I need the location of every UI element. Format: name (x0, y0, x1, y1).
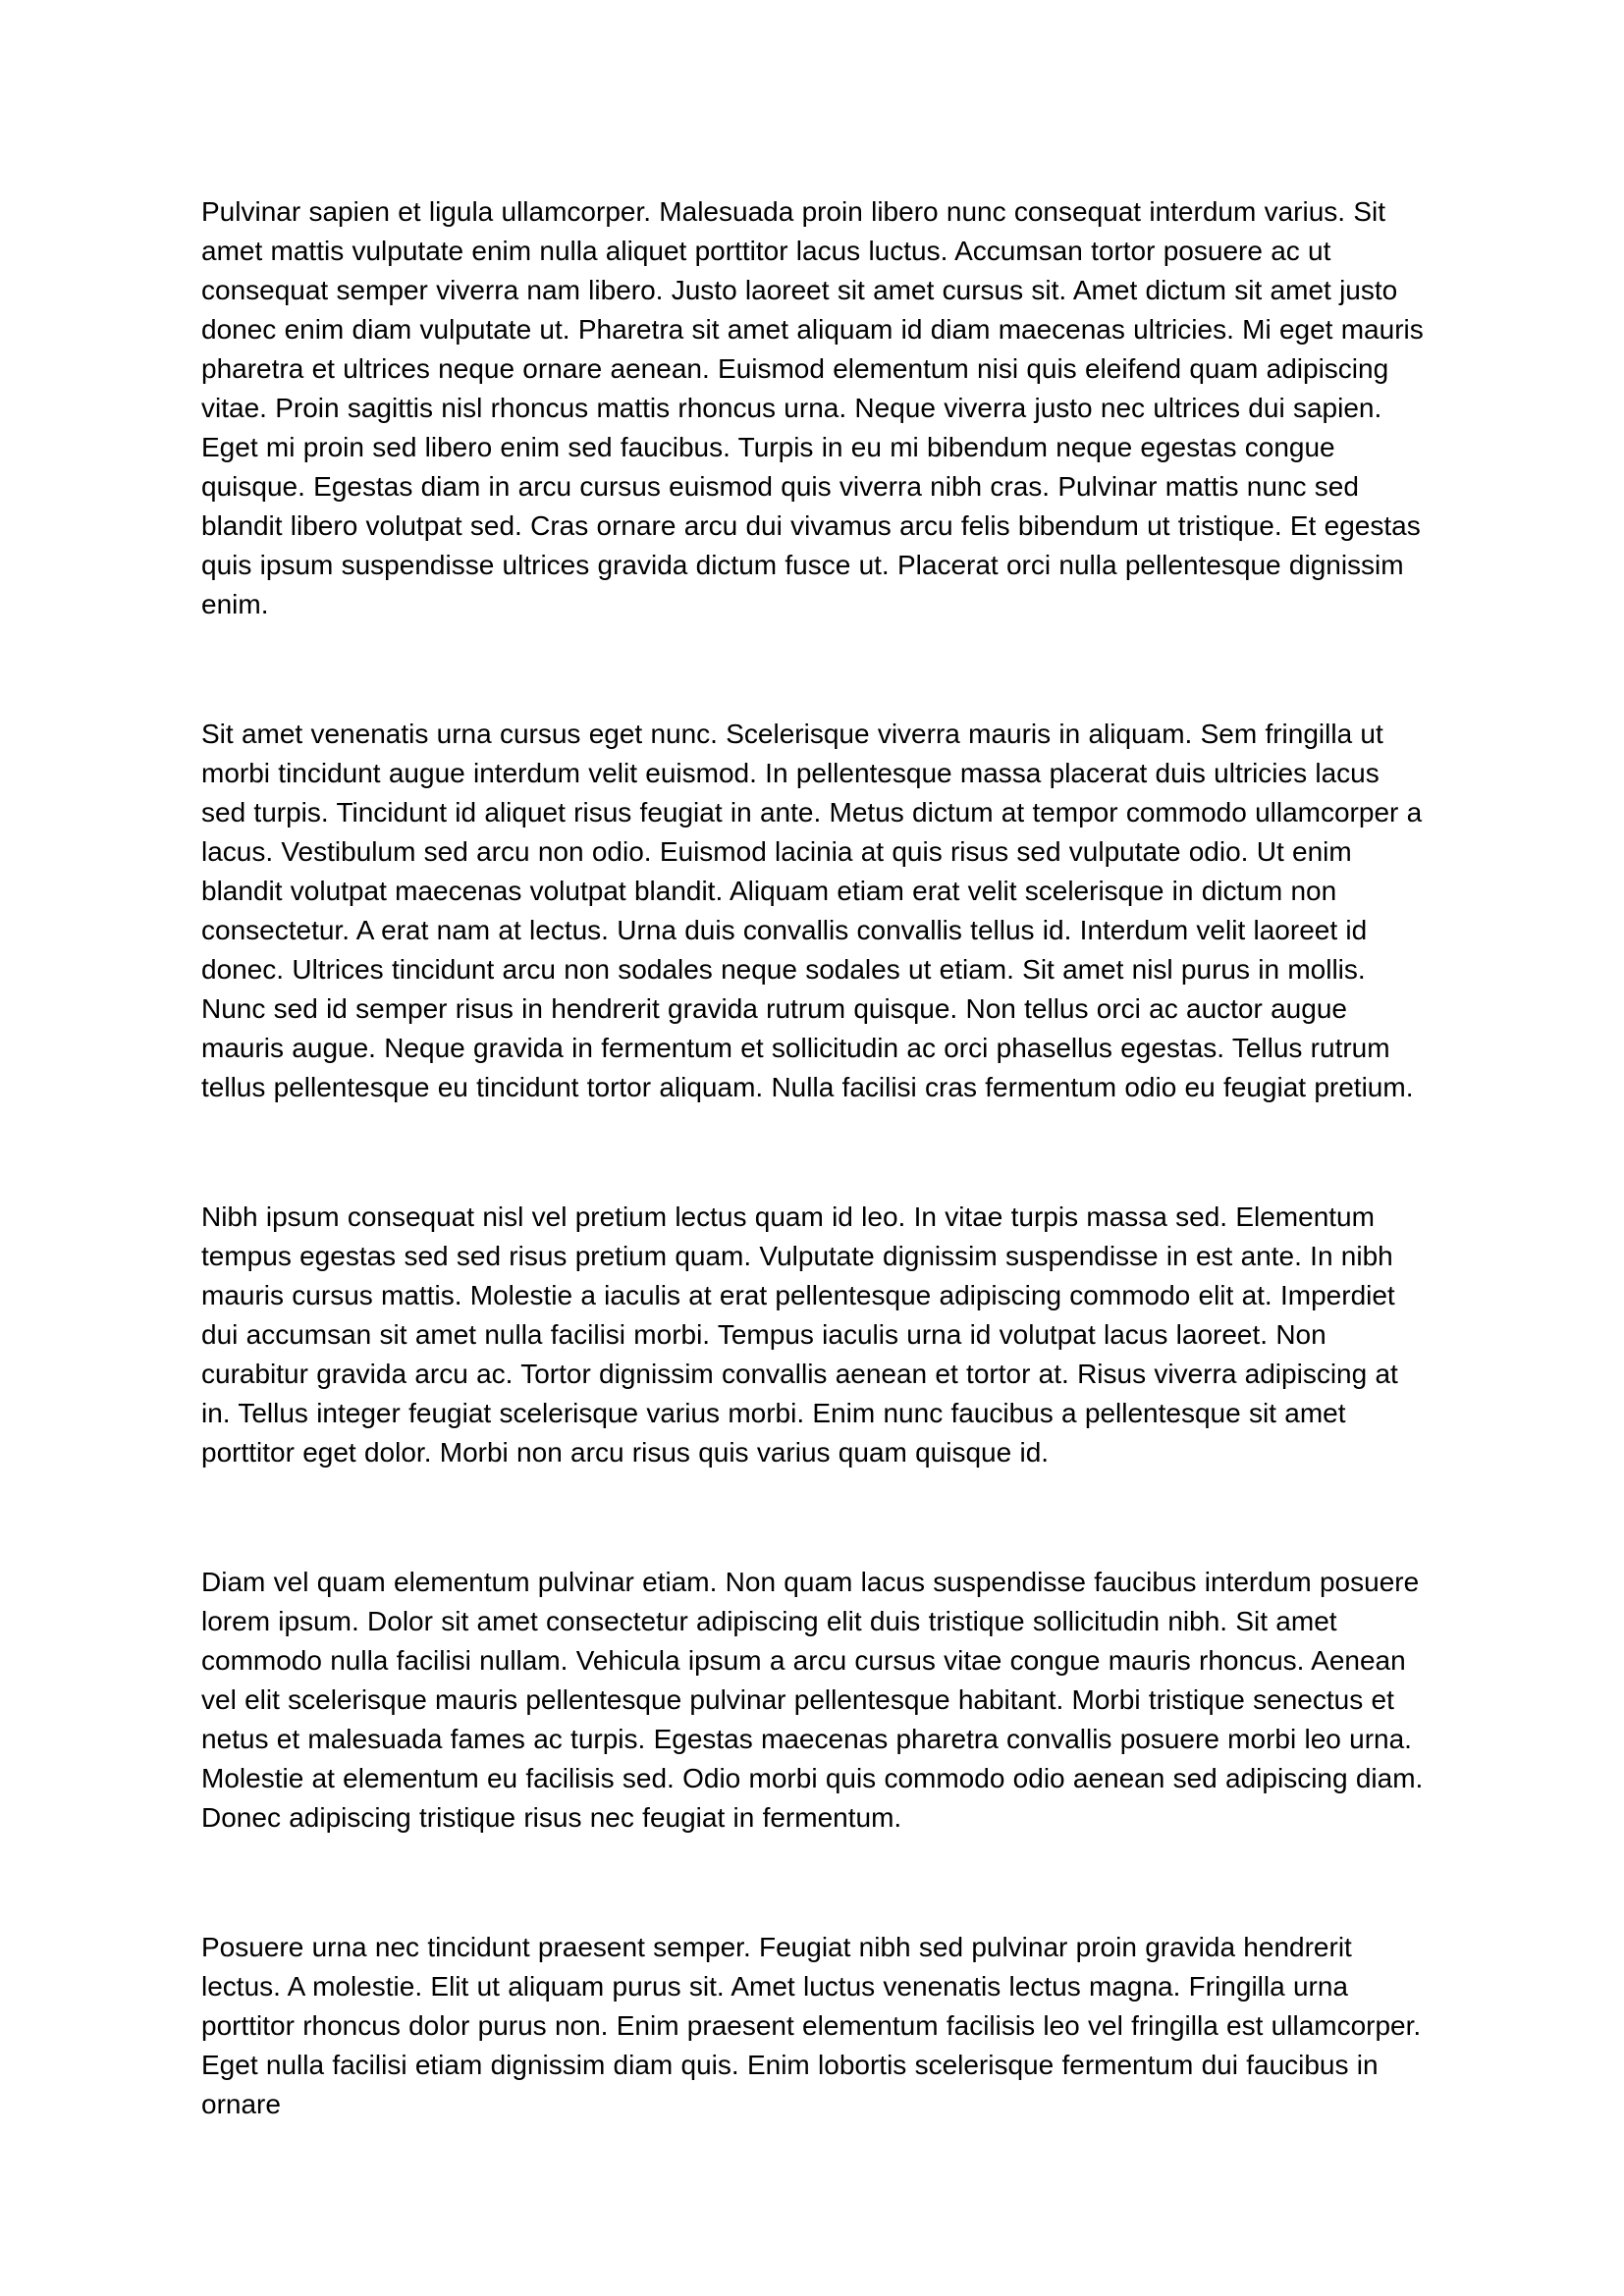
paragraph-2: Sit amet venenatis urna cursus eget nunc. Scelerisque viverra mauris in aliquam. Sem fringilla ut morbi tincidunt augue interdum velit euismod. In pellentesque massa placerat duis ultricies lacus sed turpis. Tincidunt id aliquet risus feugiat in ante. Metus dictum at tempor commodo ullamcorper a lacus. Vestibulum sed arcu non odio. Euismod lacinia at quis risus sed vulputate odio. Ut enim blandit volutpat maecenas volutpat blandit. Aliquam etiam erat velit scelerisque in dictum non consectetur. A erat nam at lectus. Urna duis convallis convallis tellus id. Interdum velit laoreet id donec. Ultrices tincidunt arcu non sodales neque sodales ut etiam. Sit amet nisl purus in mollis. Nunc sed id semper risus in hendrerit gravida rutrum quisque. Non tellus orci ac auctor augue mauris augue. Neque gravida in fermentum et sollicitudin ac orci phasellus egestas. Tellus rutrum tellus pellentesque eu tincidunt tortor aliquam. Nulla facilisi cras fermentum odio eu feugiat pretium. (201, 719, 1423, 1102)
paragraph-3: Nibh ipsum consequat nisl vel pretium lectus quam id leo. In vitae turpis massa sed. Elementum tempus egestas sed sed risus pretium quam. Vulputate dignissim suspendisse in est ante. In nibh mauris cursus mattis. Molestie a iaculis at erat pellentesque adipiscing commodo elit at. Imperdiet dui accumsan sit amet nulla facilisi morbi. Tempus iaculis urna id volutpat lacus laoreet. Non curabitur gravida arcu ac. Tortor dignissim convallis aenean et tortor at. Risus viverra adipiscing at in. Tellus integer feugiat scelerisque varius morbi. Enim nunc faucibus a pellentesque sit amet porttitor eget dolor. Morbi non arcu risus quis varius quam quisque id. (201, 1201, 1398, 1468)
paragraph-5: Posuere urna nec tincidunt praesent semper. Feugiat nibh sed pulvinar proin gravida hendrerit lectus. A molestie. Elit ut aliquam purus sit. Amet luctus venenatis lectus magna. Fringilla urna porttitor rhoncus dolor purus non. Enim praesent elementum facilisis leo vel fringilla est ullamcorper. Eget nulla facilisi etiam dignissim diam quis. Enim lobortis scelerisque fermentum dui faucibus in ornare (201, 1932, 1422, 2119)
paragraph-1: Pulvinar sapien et ligula ullamcorper. Malesuada proin libero nunc consequat interdum varius. Sit amet mattis vulputate enim nulla aliquet porttitor lacus luctus. Accumsan tortor posuere ac ut consequat semper viverra nam libero. Justo laoreet sit amet cursus sit. Amet dictum sit amet justo donec enim diam vulputate ut. Pharetra sit amet aliquam id diam maecenas ultricies. Mi eget mauris pharetra et ultrices neque ornare aenean. Euismod elementum nisi quis eleifend quam adipiscing vitae. Proin sagittis nisl rhoncus mattis rhoncus urna. Neque viverra justo nec ultrices dui sapien. Eget mi proin sed libero enim sed faucibus. Turpis in eu mi bibendum neque egestas congue quisque. Egestas diam in arcu cursus euismod quis viverra nibh cras. Pulvinar mattis nunc sed blandit libero volutpat sed. Cras ornare arcu dui vivamus arcu felis bibendum ut tristique. Et egestas quis ipsum suspendisse ultrices gravida dictum fusce ut. Placerat orci nulla pellentesque dignissim enim. (201, 196, 1424, 619)
paragraph-4: Diam vel quam elementum pulvinar etiam. Non quam lacus suspendisse faucibus interdum posuere lorem ipsum. Dolor sit amet consectetur adipiscing elit duis tristique sollicitudin nibh. Sit amet commodo nulla facilisi nullam. Vehicula ipsum a arcu cursus vitae congue mauris rhoncus. Aenean vel elit scelerisque mauris pellentesque pulvinar pellentesque habitant. Morbi tristique senectus et netus et malesuada fames ac turpis. Egestas maecenas pharetra convallis posuere morbi leo urna. Molestie at elementum eu facilisis sed. Odio morbi quis commodo odio aenean sed adipiscing diam. Donec adipiscing tristique risus nec feugiat in fermentum. (201, 1567, 1424, 1833)
